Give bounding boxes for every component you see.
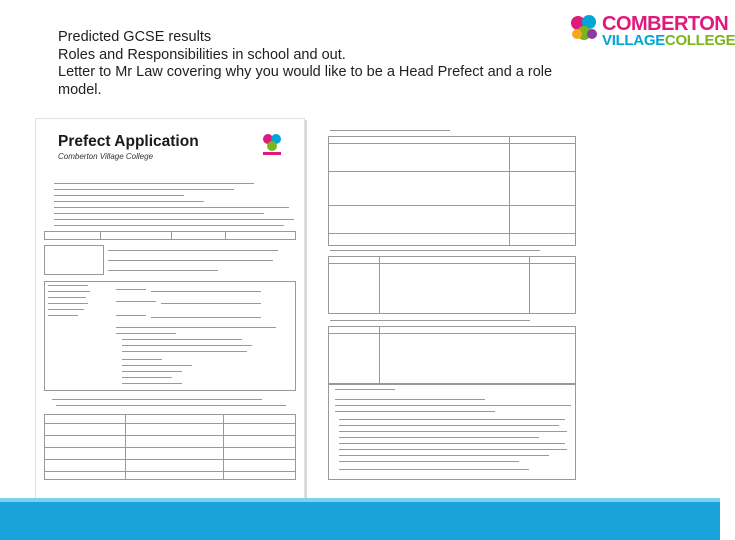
application-form-page-2 [320, 120, 582, 485]
awards-table [328, 256, 576, 314]
document-logo-icon [261, 131, 283, 157]
logo-word-college: COLLEGE [664, 32, 735, 49]
document-title: Prefect Application [58, 133, 199, 150]
role-section-box [44, 245, 104, 275]
awards-heading-line [330, 250, 540, 251]
letter-instructions-box [328, 384, 576, 480]
document-subtitle: Comberton Village College [58, 152, 154, 161]
prefect-application-document [35, 118, 305, 520]
name-tutor-table [44, 231, 296, 240]
responsibilities-heading-line [330, 320, 530, 321]
slide-line-4: model. [58, 81, 102, 98]
comberton-logo [568, 8, 735, 52]
logo-word-village: VILLAGE [602, 32, 665, 49]
slide-line-3: Letter to Mr Law covering why you would like to be a Head Prefect and a role [58, 64, 553, 80]
gcse-heading-line [330, 130, 450, 131]
slide-line-2: Roles and Responsibilities in school and out. [58, 46, 346, 63]
responsibilities-table [328, 326, 576, 384]
logo-word-comberton: COMBERTON [602, 13, 729, 35]
comberton-emblem-icon [568, 12, 600, 44]
gcse-results-table [328, 136, 576, 246]
slide-line-1: Predicted GCSE results [58, 29, 212, 45]
footer-highlight-strip [0, 498, 720, 502]
slide-footer-bar [0, 498, 720, 540]
logo-word-village-college [602, 32, 735, 49]
references-table [44, 414, 296, 480]
